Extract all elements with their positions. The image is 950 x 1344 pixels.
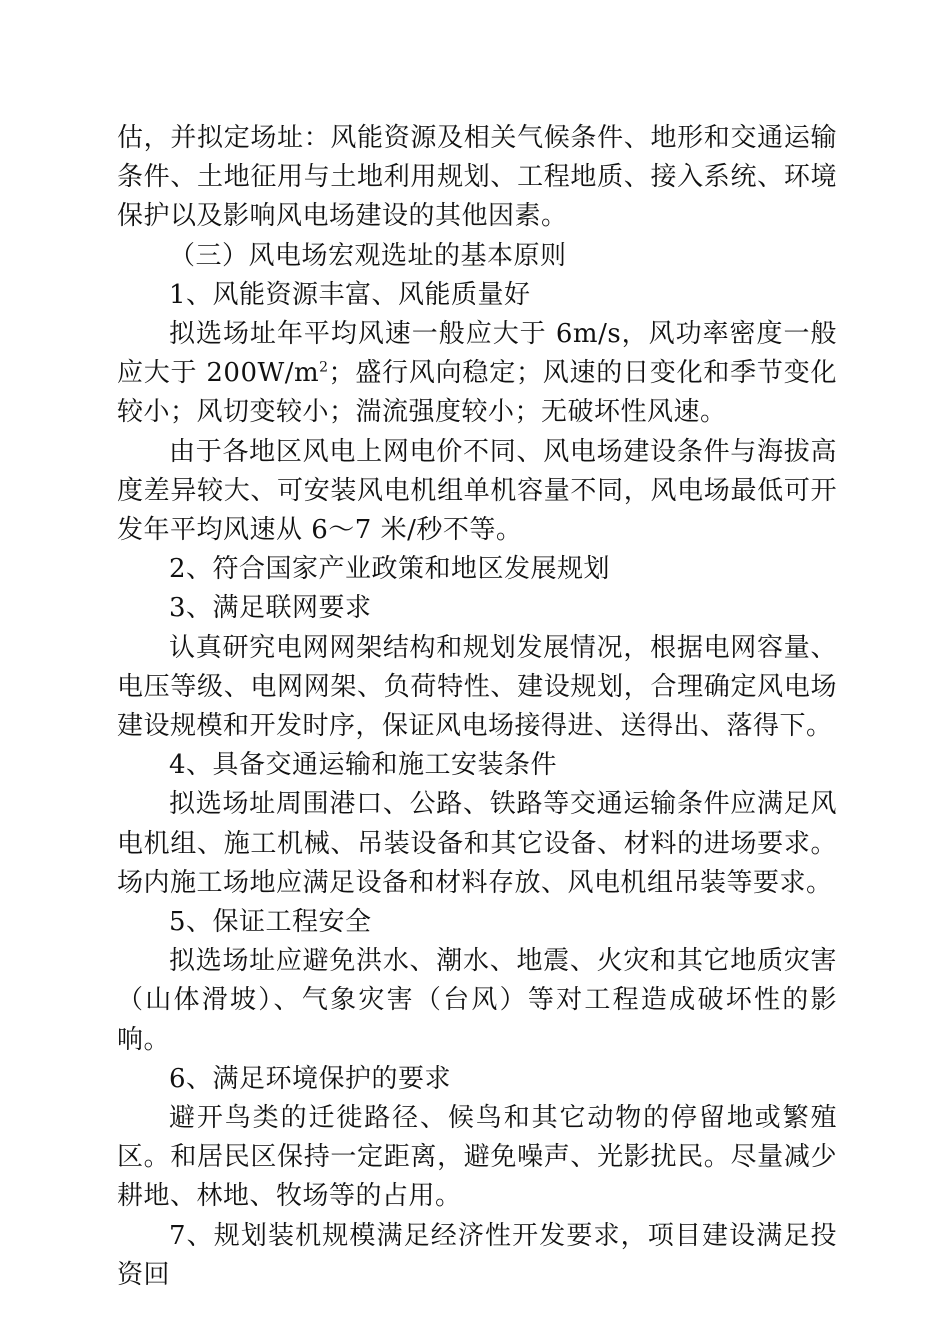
- item-1-text-2: 由于各地区风电上网电价不同、风电场建设条件与海拔高度差异较大、可安装风电机组单机容量不同，风电场最低可开发年平均风速从 6～7 米/秒不等。: [117, 436, 837, 546]
- item-6-title: 6、满足环境保护的要求: [169, 1063, 452, 1094]
- item-3-text: 认真研究电网网架结构和规划发展情况，根据电网容量、电压等级、电网网架、负荷特性、建设规划，合理确定风电场建设规模和开发时序，保证风电场接得进、送得出、落得下。: [117, 632, 837, 742]
- item-5-text: 拟选场址应避免洪水、潮水、地震、火灾和其它地质灾害（山体滑坡）、气象灾害（台风）等对工程造成破坏性的影响。: [117, 946, 837, 1055]
- document-body: [117, 119, 837, 1295]
- superscript-two: 2: [319, 359, 329, 376]
- item-1-text: [117, 315, 837, 433]
- item-5-title: 5、保证工程安全: [169, 907, 372, 938]
- item-1-text-a: 拟选场址年平均风速一般应大于 6m/s，风功率密度一般应大于 200W/m: [117, 319, 837, 389]
- item-4-title: 4、具备交通运输和施工安装条件: [169, 750, 558, 781]
- item-6-text: 避开鸟类的迁徙路径、候鸟和其它动物的停留地或繁殖区。和居民区保持一定距离，避免噪声、光影扰民。尽量减少耕地、林地、牧场等的占用。: [117, 1103, 837, 1212]
- item-3-title: 3、满足联网要求: [169, 593, 372, 624]
- item-2-title: 2、符合国家产业政策和地区发展规划: [169, 554, 611, 585]
- item-1-text-b: ；盛行风向稳定；风速的日变化和季节变化较小；风切变较小；湍流强度较小；无破坏性风速。: [117, 358, 837, 428]
- item-1-title: 1、风能资源丰富、风能质量好: [169, 279, 531, 310]
- item-7-text: 7、规划装机规模满足经济性开发要求，项目建设满足投资回: [117, 1220, 837, 1290]
- item-4-text: 拟选场址周围港口、公路、铁路等交通运输条件应满足风电机组、施工机械、吊装设备和其它设备、材料的进场要求。场内施工场地应满足设备和材料存放、风电机组吊装等要求。: [117, 789, 837, 898]
- paragraph-site-factors: 估，并拟定场址：风能资源及相关气候条件、地形和交通运输条件、土地征用与土地利用规划、工程地质、接入系统、环境保护以及影响风电场建设的其他因素。: [117, 123, 837, 232]
- section-heading-principles: （三）风电场宏观选址的基本原则: [169, 240, 567, 271]
